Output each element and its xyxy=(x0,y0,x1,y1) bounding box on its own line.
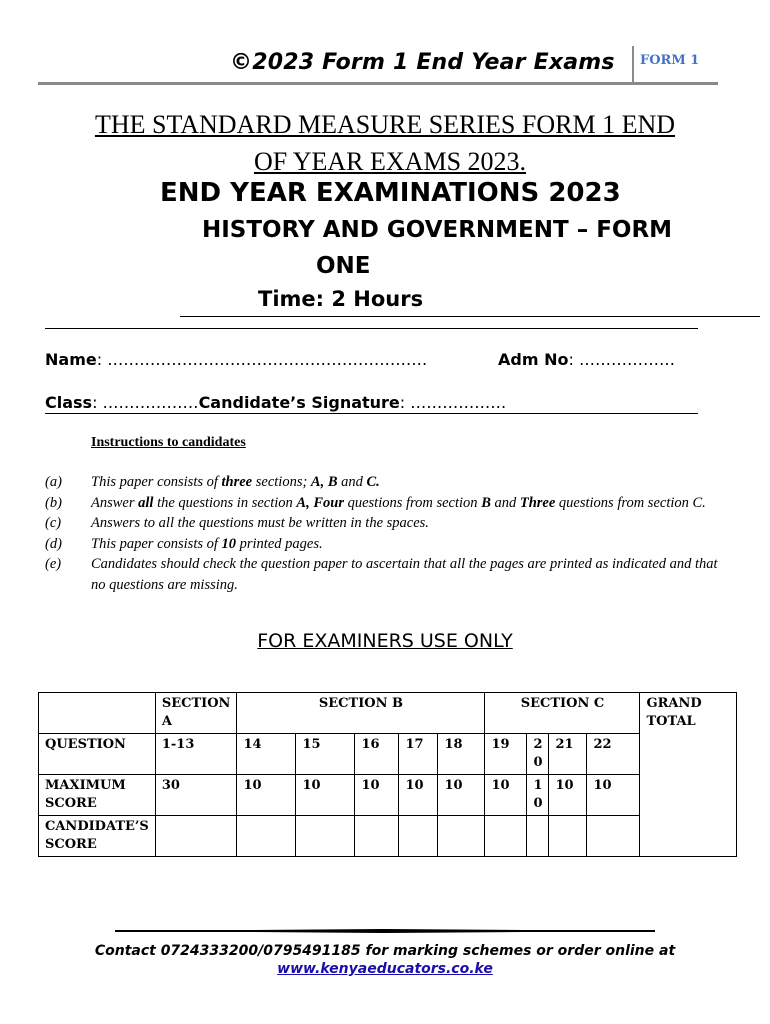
exam-time: Time: 2 Hours xyxy=(258,287,424,311)
name-dots: : …………………………………………………… xyxy=(96,350,428,369)
instruction-marker: (b) xyxy=(45,494,62,511)
signature-label: Candidate’s Signature xyxy=(198,393,400,412)
footer-rule xyxy=(115,929,655,933)
examiners-heading: FOR EXAMINERS USE ONLY xyxy=(257,630,513,652)
max-score-cell: 10 xyxy=(485,775,527,816)
fields-bottom-rule xyxy=(45,413,698,414)
instruction-item xyxy=(45,513,725,534)
candidate-score-cell[interactable] xyxy=(399,816,438,857)
header-title: ©2023 Form 1 End Year Exams xyxy=(230,50,615,75)
header-form-label: FORM 1 xyxy=(640,53,700,68)
instruction-item xyxy=(45,493,725,514)
instruction-marker: (c) xyxy=(45,515,62,531)
max-score-cell: 30 xyxy=(155,775,237,816)
table-row xyxy=(39,775,737,816)
table-row xyxy=(39,693,737,734)
question-cell: 21 xyxy=(549,734,587,775)
section-a-header: SECTION A xyxy=(155,693,237,734)
instruction-text: This paper consists of 10 printed pages. xyxy=(91,535,323,552)
time-rule xyxy=(180,316,760,317)
candidate-score-cell[interactable] xyxy=(296,816,355,857)
name-label: Name xyxy=(45,350,97,369)
instruction-text: Answer all the questions in section A, Four questions from section B and Three questions from section C. xyxy=(91,494,706,511)
question-cell: 17 xyxy=(399,734,438,775)
class-label: Class xyxy=(45,393,93,412)
subject-title-line1: HISTORY AND GOVERNMENT – FORM xyxy=(202,217,673,243)
class-dots: : ……………… xyxy=(92,393,199,412)
section-b-header: SECTION B xyxy=(237,693,485,734)
adm-no-dots: : ……………… xyxy=(568,350,675,369)
header-rule xyxy=(38,82,718,85)
instruction-item xyxy=(45,534,725,555)
question-cell: 19 xyxy=(485,734,527,775)
subject-title-line2: ONE xyxy=(316,253,371,279)
series-title-line2: OF YEAR EXAMS 2023. xyxy=(253,147,527,176)
max-score-cell: 10 xyxy=(296,775,355,816)
max-score-cell: 10 xyxy=(549,775,587,816)
candidate-score-cell[interactable] xyxy=(155,816,237,857)
question-cell: 14 xyxy=(237,734,296,775)
name-field[interactable] xyxy=(45,350,427,369)
max-score-cell: 10 xyxy=(399,775,438,816)
candidate-score-cell[interactable] xyxy=(527,816,549,857)
instruction-text: Answers to all the questions must be written in the spaces. xyxy=(91,515,429,531)
footer-contact: Contact 0724333200/0795491185 for marking schemes or order online at xyxy=(94,943,676,959)
maximum-score-label: MAXIMUM SCORE xyxy=(39,775,156,816)
instruction-item xyxy=(45,554,725,595)
adm-no-label: Adm No xyxy=(498,350,569,369)
exam-title: END YEAR EXAMINATIONS 2023 xyxy=(160,178,621,208)
candidate-score-cell[interactable] xyxy=(355,816,399,857)
instruction-marker: (a) xyxy=(45,474,62,490)
instruction-marker: (e) xyxy=(45,556,62,572)
max-score-cell: 10 xyxy=(355,775,399,816)
header-divider xyxy=(632,46,634,82)
question-cell: 15 xyxy=(296,734,355,775)
grand-total-header: GRAND TOTAL xyxy=(640,693,737,857)
candidate-score-cell[interactable] xyxy=(485,816,527,857)
table-cell xyxy=(39,693,156,734)
table-row xyxy=(39,734,737,775)
question-cell: 16 xyxy=(355,734,399,775)
instructions-list xyxy=(45,472,725,595)
table-row xyxy=(39,816,737,857)
candidate-score-cell[interactable] xyxy=(549,816,587,857)
instruction-text: Candidates should check the question paper to ascertain that all the pages are printed as indicated and that no questions are missing. xyxy=(91,556,718,593)
max-score-cell: 10 xyxy=(587,775,640,816)
candidate-score-cell[interactable] xyxy=(438,816,485,857)
candidate-score-cell[interactable] xyxy=(587,816,640,857)
max-score-cell: 10 xyxy=(527,775,549,816)
footer-link[interactable]: www.kenyaeducators.co.ke xyxy=(277,961,493,977)
instruction-item xyxy=(45,472,725,493)
instruction-marker: (d) xyxy=(45,535,62,552)
question-cell: 18 xyxy=(438,734,485,775)
question-cell: 20 xyxy=(527,734,549,775)
series-title-line1: THE STANDARD MEASURE SERIES FORM 1 END xyxy=(94,110,676,139)
question-cell: 22 xyxy=(587,734,640,775)
instruction-text: This paper consists of three sections; A, B and C. xyxy=(91,474,380,490)
adm-no-field[interactable] xyxy=(498,350,675,369)
max-score-cell: 10 xyxy=(237,775,296,816)
max-score-cell: 10 xyxy=(438,775,485,816)
signature-dots: : ……………… xyxy=(399,393,507,412)
section-c-header: SECTION C xyxy=(485,693,640,734)
candidate-score-label: CANDIDATE’S SCORE xyxy=(39,816,156,857)
score-table xyxy=(38,692,737,857)
candidate-score-cell[interactable] xyxy=(237,816,296,857)
question-label: QUESTION xyxy=(39,734,156,775)
fields-top-rule xyxy=(45,328,698,329)
instructions-heading: Instructions to candidates xyxy=(91,435,246,450)
class-signature-row[interactable] xyxy=(45,393,506,412)
series-title xyxy=(40,106,730,180)
question-cell: 1-13 xyxy=(155,734,237,775)
